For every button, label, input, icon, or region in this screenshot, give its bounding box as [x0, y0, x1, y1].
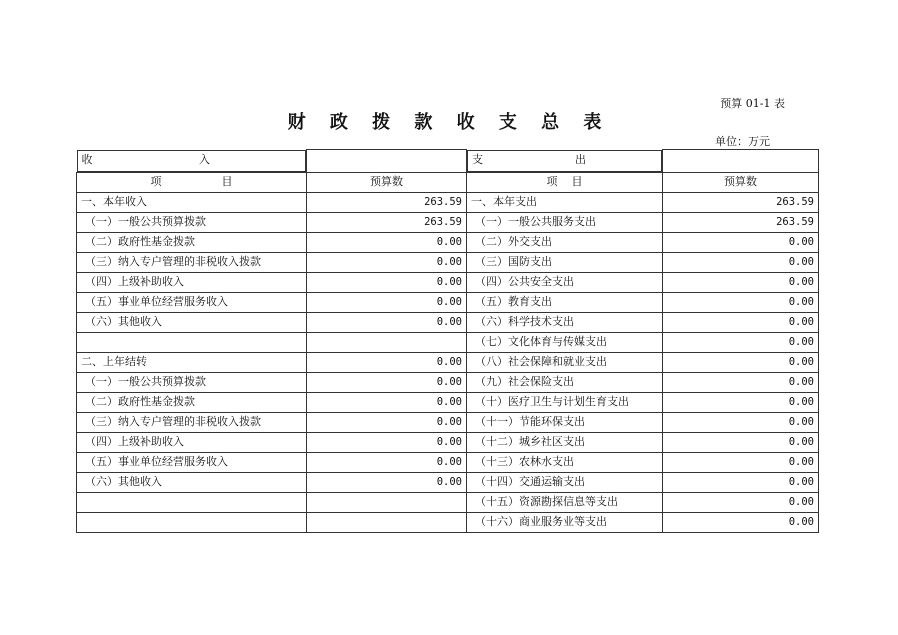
expense-item-cell: （十二）城乡社区支出 [467, 432, 663, 452]
expense-item-cell: （十五）资源勘探信息等支出 [467, 492, 663, 512]
expense-amount-cell: 0.00 [663, 492, 819, 512]
item-label-left: 项 [150, 175, 162, 188]
expense-amount-cell: 0.00 [663, 412, 819, 432]
expense-header-left: 支 [472, 152, 483, 166]
expense-item-cell: （五）教育支出 [467, 292, 663, 312]
table-row [77, 292, 819, 312]
expense-amount-cell: 0.00 [663, 392, 819, 412]
expense-amount-cell: 0.00 [663, 472, 819, 492]
income-item-cell: （二）政府性基金拨款 [77, 232, 307, 252]
expense-amount-cell: 0.00 [663, 312, 819, 332]
table-row [77, 352, 819, 372]
expense-amount-cell: 0.00 [663, 252, 819, 272]
expense-item-cell: （十一）节能环保支出 [467, 412, 663, 432]
expense-amount-cell: 263.59 [663, 212, 819, 232]
expense-item-cell: （三）国防支出 [467, 252, 663, 272]
expense-item-cell: （十四）交通运输支出 [467, 472, 663, 492]
income-item-cell: （六）其他收入 [77, 312, 307, 332]
income-item-cell: （五）事业单位经营服务收入 [77, 292, 307, 312]
expense-amount-cell: 0.00 [663, 352, 819, 372]
expense-item-header [467, 172, 663, 192]
table-row [77, 212, 819, 232]
item-label-left: 项 [546, 175, 558, 188]
income-amount-cell: 263.59 [307, 212, 467, 232]
expense-amount-cell: 0.00 [663, 372, 819, 392]
income-amount-cell [307, 332, 467, 352]
expense-item-cell: （十）医疗卫生与计划生育支出 [467, 392, 663, 412]
column-header-row [77, 172, 819, 192]
income-header-blank [307, 150, 467, 173]
expense-amount-cell: 0.00 [663, 432, 819, 452]
expense-item-cell: （一）一般公共服务支出 [467, 212, 663, 232]
expense-item-cell: 一、本年支出 [467, 192, 663, 212]
income-amount-cell: 0.00 [307, 272, 467, 292]
income-item-cell: 二、上年结转 [77, 352, 307, 372]
income-item-cell: （三）纳入专户管理的非税收入拨款 [77, 412, 307, 432]
expense-item-cell: （四）公共安全支出 [467, 272, 663, 292]
income-amount-cell: 0.00 [307, 452, 467, 472]
income-amount-cell: 0.00 [307, 412, 467, 432]
income-amount-cell: 263.59 [307, 192, 467, 212]
income-item-cell: （四）上级补助收入 [77, 432, 307, 452]
income-header-left: 收 [81, 152, 93, 166]
expense-amount-cell: 0.00 [663, 452, 819, 472]
expense-item-cell: （六）科学技术支出 [467, 312, 663, 332]
expense-item-cell: （十六）商业服务业等支出 [467, 512, 663, 532]
table-row [77, 272, 819, 292]
table-row [77, 472, 819, 492]
income-amount-header: 预算数 [307, 172, 467, 192]
income-item-cell: （六）其他收入 [77, 472, 307, 492]
expense-header-blank [663, 150, 819, 173]
income-amount-cell: 0.00 [307, 372, 467, 392]
expense-item-cell: （九）社会保险支出 [467, 372, 663, 392]
income-amount-cell: 0.00 [307, 292, 467, 312]
expense-item-cell: （七）文化体育与传媒支出 [467, 332, 663, 352]
table-row [77, 512, 819, 532]
income-item-cell [77, 492, 307, 512]
table-row [77, 432, 819, 452]
income-amount-cell [307, 512, 467, 532]
expense-amount-cell: 0.00 [663, 512, 819, 532]
table-row [77, 232, 819, 252]
income-item-cell: （二）政府性基金拨款 [77, 392, 307, 412]
income-amount-cell: 0.00 [307, 352, 467, 372]
expense-amount-cell: 0.00 [663, 332, 819, 352]
table-row [77, 372, 819, 392]
income-item-cell: （一）一般公共预算拨款 [77, 372, 307, 392]
item-label-right: 目 [571, 175, 583, 188]
unit-label: 单位：万元 [715, 135, 770, 148]
income-amount-cell [307, 492, 467, 512]
income-item-cell [77, 512, 307, 532]
income-item-cell: （四）上级补助收入 [77, 272, 307, 292]
expense-header-right: 出 [575, 152, 586, 166]
table-row [77, 332, 819, 352]
income-header-right: 入 [199, 152, 210, 166]
table-row [77, 252, 819, 272]
income-amount-cell: 0.00 [307, 232, 467, 252]
form-number: 预算 01-1 表 [720, 97, 785, 110]
item-label-right: 目 [221, 175, 233, 188]
table-row [77, 192, 819, 212]
expense-amount-cell: 0.00 [663, 272, 819, 292]
table-row [77, 412, 819, 432]
expense-item-cell: （八）社会保障和就业支出 [467, 352, 663, 372]
expense-amount-header: 预算数 [663, 172, 819, 192]
expense-amount-cell: 263.59 [663, 192, 819, 212]
income-item-cell: （五）事业单位经营服务收入 [77, 452, 307, 472]
income-item-cell: （一）一般公共预算拨款 [77, 212, 307, 232]
table-row [77, 312, 819, 332]
table-row [77, 392, 819, 412]
section-header-row [77, 150, 819, 173]
expense-section-header [467, 150, 662, 172]
income-amount-cell: 0.00 [307, 252, 467, 272]
expense-amount-cell: 0.00 [663, 232, 819, 252]
income-amount-cell: 0.00 [307, 432, 467, 452]
expense-item-cell: （十三）农林水支出 [467, 452, 663, 472]
income-amount-cell: 0.00 [307, 472, 467, 492]
income-item-cell [77, 332, 307, 352]
budget-summary-table [76, 149, 819, 533]
income-item-cell: （三）纳入专户管理的非税收入拨款 [77, 252, 307, 272]
income-item-cell: 一、本年收入 [77, 192, 307, 212]
income-item-header [77, 172, 307, 192]
expense-item-cell: （二）外交支出 [467, 232, 663, 252]
income-section-header [77, 150, 307, 172]
income-amount-cell: 0.00 [307, 392, 467, 412]
page-title: 财 政 拨 款 收 支 总 表 [287, 112, 611, 133]
table-row [77, 492, 819, 512]
income-amount-cell: 0.00 [307, 312, 467, 332]
table-row [77, 452, 819, 472]
expense-amount-cell: 0.00 [663, 292, 819, 312]
